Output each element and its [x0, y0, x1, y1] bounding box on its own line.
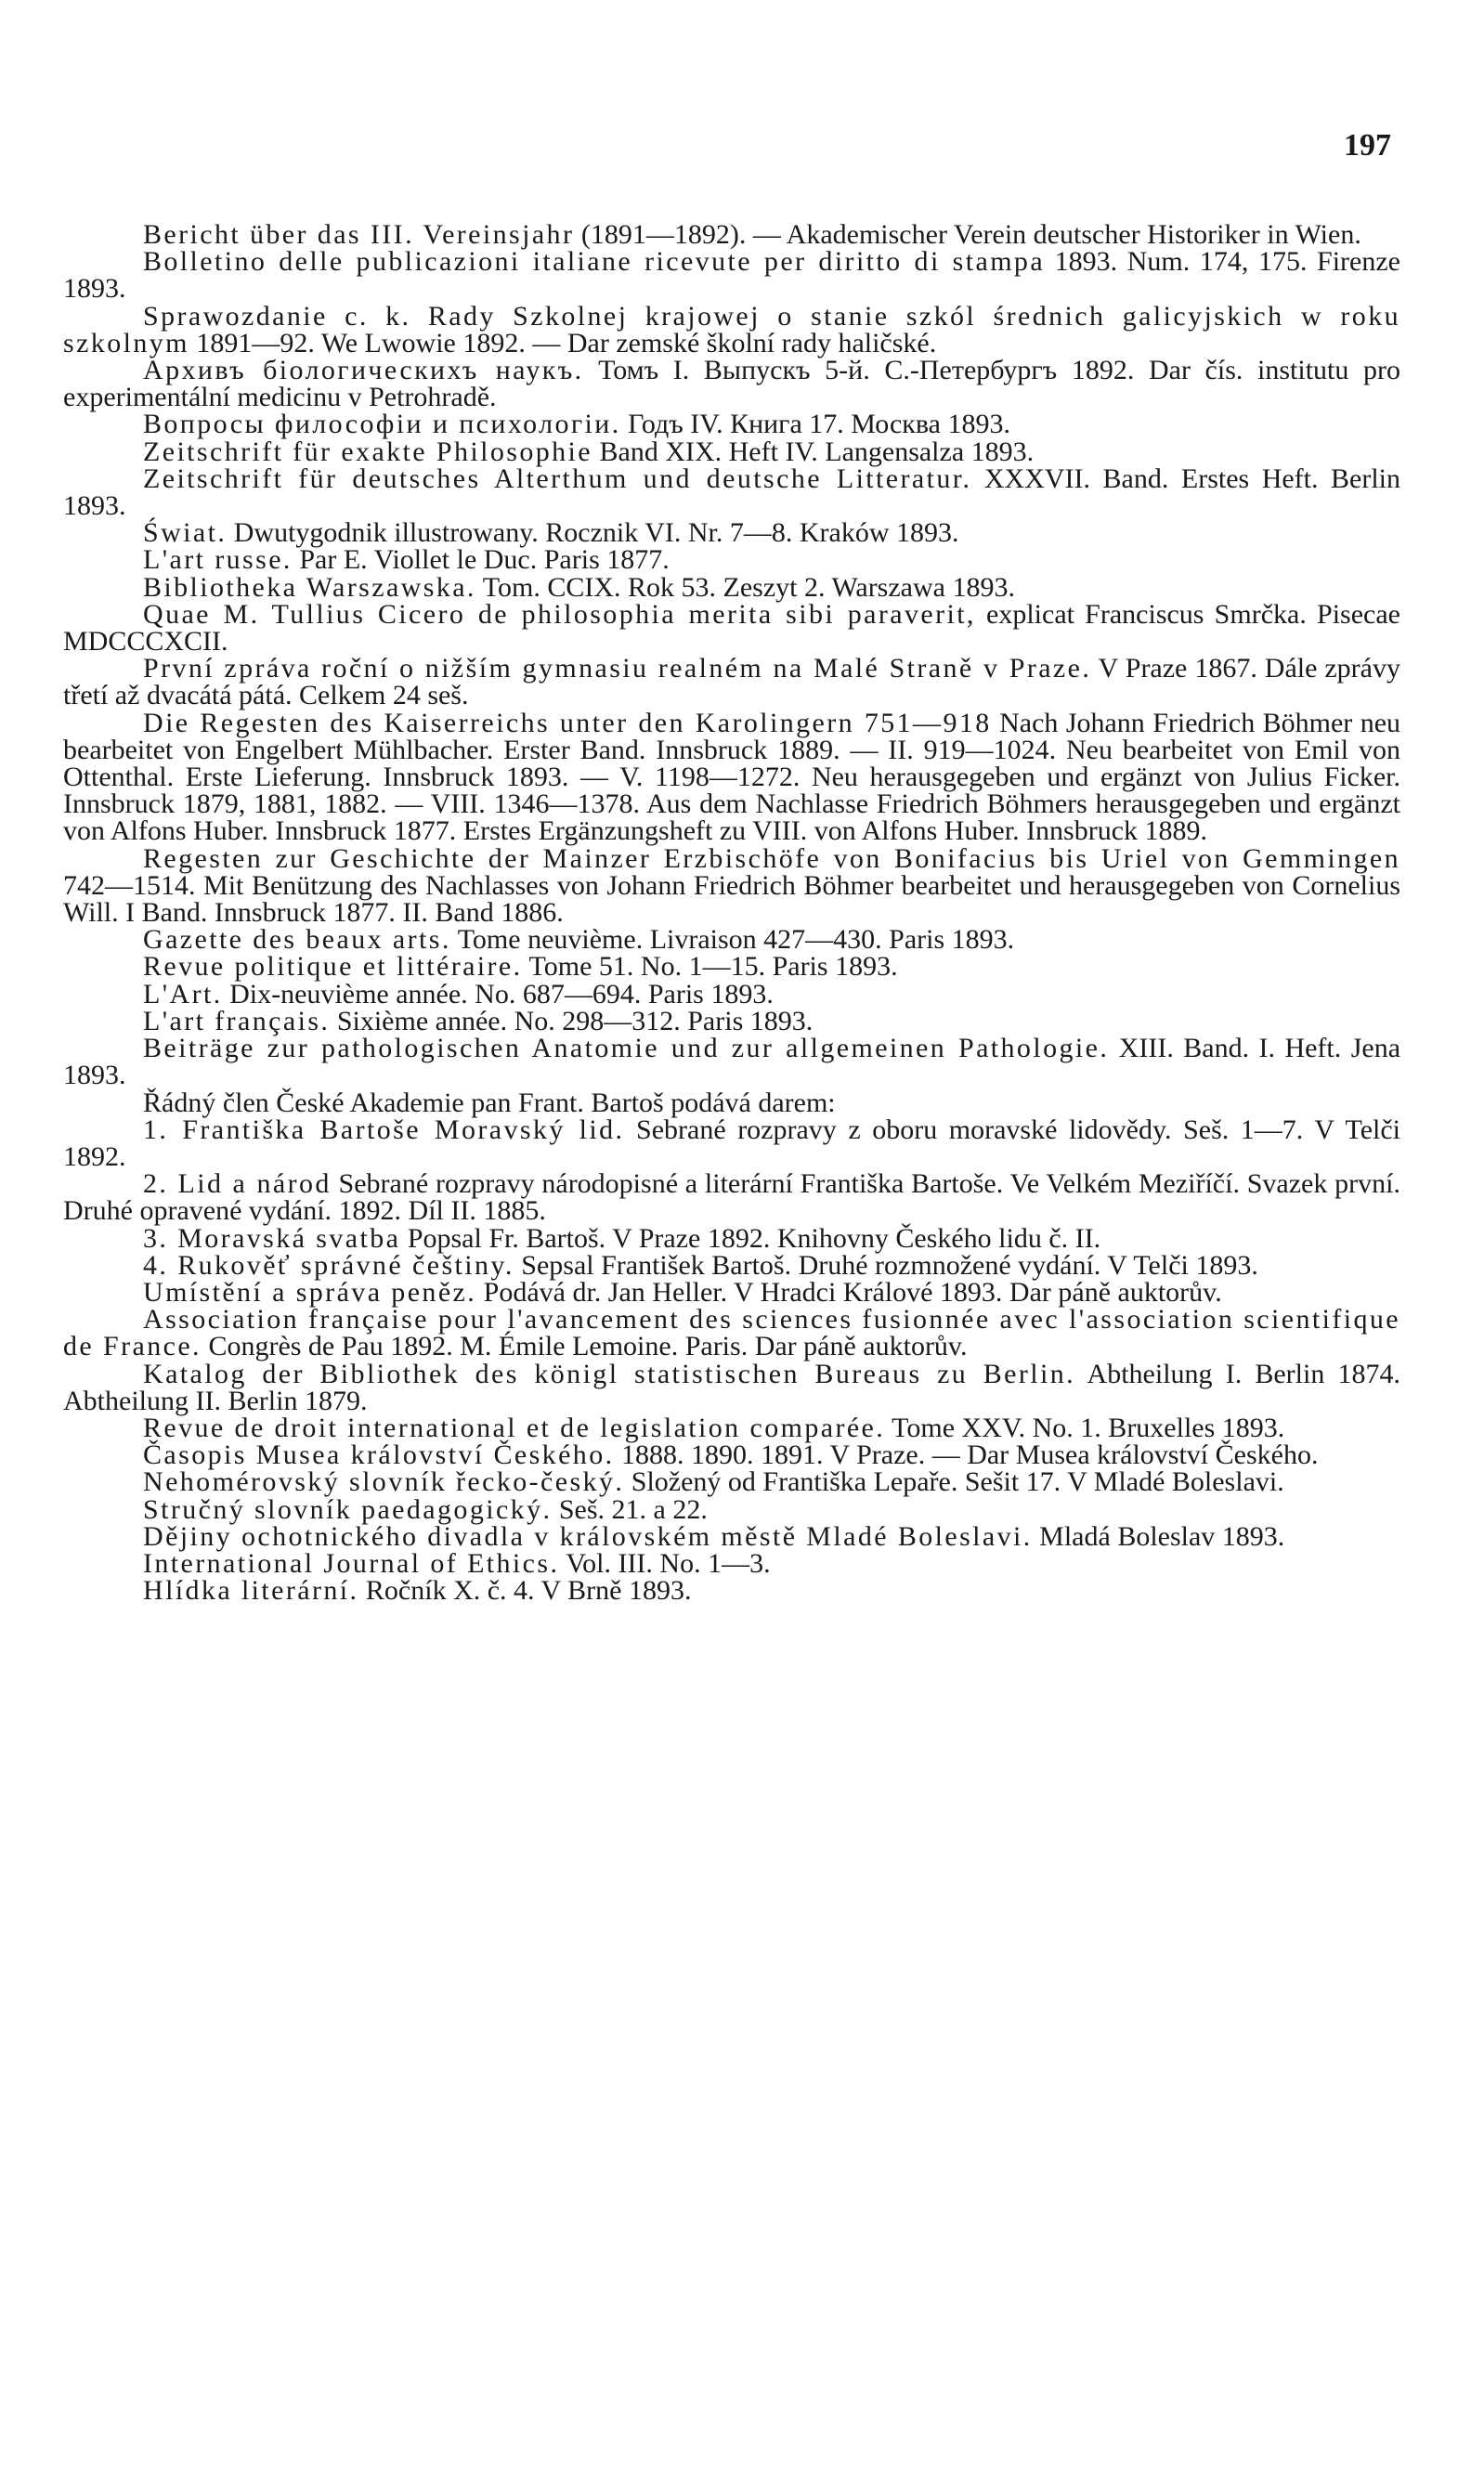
bibliography-entry	[63, 571, 1400, 603]
entry-title: Bibliotheka Warszawska.	[143, 571, 476, 603]
bibliography-entry	[63, 409, 1400, 440]
entry-title: Stručný slovník paedagogický.	[143, 1493, 553, 1525]
bibliography-entry	[63, 1222, 1400, 1254]
entry-title: 2. Lid a národ	[143, 1168, 332, 1200]
entry-details: Vol. III. No. 1—3.	[559, 1547, 771, 1579]
entry-title: Вопросы философіи и психологіи.	[143, 409, 621, 440]
entry-details: V Praze 1867. Dále zprávy třetí až dvacátá pátá. Celkem 24 seš.	[63, 653, 1400, 711]
bibliography-entry	[63, 1276, 1400, 1308]
bibliography-entry	[63, 1116, 1400, 1170]
entry-title: Bericht über das III. Vereinsjahr	[143, 219, 575, 250]
bibliography-entry	[63, 598, 1400, 658]
bibliography-entry	[63, 1089, 1400, 1116]
entry-details: Sepsal František Bartoš. Druhé rozmnožené vydání. V Telči 1893.	[514, 1249, 1258, 1281]
entry-details: Nach Johann Friedrich Böhmer neu bearbeitet von Engelbert Mühlbacher. Erster Band. Innsbruck 1889. — II. 919—1024. Neu bearbeitet von Emil von Ottenthal. Erste Lieferung. Innsbruck 1893. — V. 1198—1272. Neu herausgegeben und ergänzt von Julius Ficker. Innsbruck 1879, 1881, 1882. — VIII. 1346—1378. Aus dem Nachlasse Friedrich Böhmers herausgegeben und ergänzt von Alfons Huber. Innsbruck 1877. Erstes Ergänzungsheft zu VIII. von Alfons Huber. Innsbruck 1889.	[63, 707, 1401, 847]
entry-title: Hlídka literární.	[143, 1575, 359, 1607]
entry-details: Podává dr. Jan Heller. V Hradci Králové 1893. Dar páně auktorův.	[476, 1276, 1222, 1308]
entry-details: Tome XXV. No. 1. Bruxelles 1893.	[885, 1412, 1285, 1443]
entry-details: 1888. 1890. 1891. V Praze. — Dar Musea království Českého.	[614, 1439, 1319, 1471]
entry-title: L'art français.	[143, 1005, 331, 1036]
entry-title: Katalog der Bibliothek des königl statistischen Bureaus zu Berlin.	[143, 1358, 1076, 1389]
bibliography-entry	[63, 951, 1400, 983]
entry-details: 1893. Num. 174, 175. Firenze 1893.	[63, 246, 1400, 305]
bibliography-entry	[63, 517, 1400, 549]
entry-details: XIII. Band. I. Heft. Jena 1893.	[63, 1033, 1401, 1091]
page-number: 197	[1344, 128, 1391, 163]
entry-details: Dwutygodnik illustrowany. Rocznik VI. Nr. 7—8. Kraków 1893.	[227, 517, 959, 549]
entry-details: XXXVII. Band. Erstes Heft. Berlin 1893.	[63, 462, 1401, 522]
entry-title: International Journal of Ethics.	[143, 1547, 560, 1579]
entry-details: Tome neuvième. Livraison 427—430. Paris 1893.	[450, 924, 1015, 956]
entry-details: Mladá Boleslav 1893.	[1032, 1520, 1285, 1552]
entry-title: Świat.	[143, 517, 228, 549]
bibliography-entry	[63, 462, 1401, 522]
bibliography-list	[63, 219, 1401, 1607]
entry-title: Bolletino delle publicazioni italiane ricevute per diritto di stampa	[143, 246, 1046, 278]
entry-title: Časopis Musea království Českého.	[143, 1439, 615, 1471]
bibliography-entry	[63, 1466, 1400, 1498]
entry-title: Revue politique et littéraire.	[143, 951, 523, 983]
entry-title: Zeitschrift für exakte Philosophie	[143, 436, 592, 467]
bibliography-entry	[63, 1493, 1400, 1525]
entry-title: Zeitschrift für deutsches Alterthum und deutsche Litteratur.	[143, 462, 972, 494]
entry-title: Dějiny ochotnického divadla v královském městě Mladé Boleslavi.	[143, 1520, 1033, 1552]
entry-details: explicat Franciscus Smrčka. Pisecae MDCCCXCII.	[63, 598, 1400, 658]
bibliography-entry	[63, 924, 1400, 956]
entry-details: Tome 51. No. 1—15. Paris 1893.	[522, 951, 898, 983]
entry-details: 1891—92. We Lwowie 1892. — Dar zemské školní rady haličské.	[189, 327, 937, 358]
entry-title: 1. Františka Bartoše Moravský lid.	[143, 1114, 625, 1145]
entry-title: Beiträge zur pathologischen Anatomie und zur allgemeinen Pathologie.	[143, 1033, 1110, 1064]
entry-details: Dix-neuvième année. No. 687—694. Paris 1893.	[222, 978, 774, 1010]
bibliography-entry	[63, 1306, 1400, 1360]
entry-details: 742—1514. Mit Benützung des Nachlasses von Johann Friedrich Böhmer bearbeitet und herausgegeben von Cornelius Will. I Band. Innsbruck 1877. II. Band 1886.	[63, 869, 1400, 929]
bibliography-entry	[63, 1547, 1400, 1579]
bibliography-entry	[63, 1033, 1401, 1091]
entry-title: Revue de droit international et de legislation comparée.	[143, 1412, 886, 1443]
entry-title: Die Regesten des Kaiserreichs unter den Karolingern 751—918	[143, 707, 992, 738]
entry-details: Ročník X. č. 4. V Brně 1893.	[358, 1575, 692, 1607]
entry-details: Sixième année. No. 298—312. Paris 1893.	[330, 1005, 814, 1036]
bibliography-entry	[63, 1168, 1400, 1227]
bibliography-entry	[63, 438, 1400, 465]
entry-title: Regesten zur Geschichte der Mainzer Erzbischöfe von Bonifacius bis Uriel von Gemmingen	[143, 842, 1400, 874]
entry-details: (1891—1892). — Akademischer Verein deutscher Historiker in Wien.	[574, 219, 1361, 250]
entry-title: Quae M. Tullius Cicero de philosophia merita sibi paraverit,	[143, 598, 976, 630]
entry-details: Řádný člen České Akademie pan Frant. Bartoš podává darem:	[143, 1087, 836, 1118]
entry-details: Tom. CCIX. Rok 53. Zeszyt 2. Warszawa 1893.	[475, 571, 1015, 603]
entry-details: Sebrané rozpravy národopisné a literární Františka Bartoše. Ve Velkém Meziříčí. Svazek první. Druhé opravené vydání. 1892. Díl II. 1885.	[63, 1168, 1400, 1227]
bibliography-entry	[63, 1439, 1400, 1471]
entry-title: Gazette des beaux arts.	[143, 924, 451, 956]
entry-details: Popsal Fr. Bartoš. V Praze 1892. Knihovny Českého lidu č. II.	[400, 1222, 1101, 1254]
entry-title: Sprawozdanie c. k. Rady Szkolnej krajowej o stanie szkól średnich galicyjskich w roku szkolnym	[63, 300, 1400, 358]
bibliography-entry	[63, 300, 1400, 358]
entry-title: Umístění a správa peněz.	[143, 1276, 477, 1308]
entry-details: Sebrané rozpravy z oboru moravské lidovědy. Seš. 1—7. V Telči 1892.	[63, 1114, 1400, 1172]
bibliography-entry	[63, 544, 1400, 576]
bibliography-entry	[63, 1414, 1400, 1441]
entry-title: Association française pour l'avancement des sciences fusionnée avec l'association scientifique de France.	[63, 1304, 1400, 1362]
entry-details: Годъ IV. Книга 17. Москва 1893.	[620, 409, 1010, 440]
entry-details: Seš. 21. a 22.	[552, 1493, 708, 1525]
entry-details: Složený od Františka Lepaře. Sešit 17. V Mladé Boleslavi.	[624, 1466, 1284, 1498]
bibliography-entry	[63, 355, 1400, 413]
bibliography-entry	[63, 246, 1400, 305]
bibliography-entry	[63, 655, 1400, 709]
entry-title: L'art russe.	[143, 544, 293, 576]
bibliography-entry	[63, 1249, 1400, 1281]
entry-title: Архивъ біологическихъ наукъ.	[143, 355, 584, 386]
bibliography-entry	[63, 221, 1400, 248]
entry-details: Congrès de Pau 1892. M. Émile Lemoine. Paris. Dar páně auktorův.	[201, 1331, 968, 1362]
entry-details: Par E. Viollet le Duc. Paris 1877.	[292, 544, 670, 576]
bibliography-entry	[63, 1575, 1400, 1607]
entry-details: Band XIX. Heft IV. Langensalza 1893.	[592, 436, 1035, 467]
entry-title: 4. Rukověť správné češtiny.	[143, 1249, 514, 1281]
bibliography-entry	[63, 842, 1400, 929]
bibliography-entry	[63, 1005, 1400, 1036]
entry-title: L'Art.	[143, 978, 223, 1010]
entry-details: Abtheilung I. Berlin 1874. Abtheilung II. Berlin 1879.	[63, 1358, 1400, 1416]
bibliography-entry	[63, 1520, 1400, 1552]
bibliography-entry	[63, 1358, 1400, 1416]
entry-title: Nehomérovský slovník řecko-český.	[143, 1466, 625, 1498]
entry-details: Томъ I. Выпускъ 5-й. С.-Петербургъ 1892. Dar čís. institutu pro experimentální medicinu v Petrohradě.	[63, 355, 1400, 413]
entry-title: První zpráva roční o nižším gymnasiu realném na Malé Straně v Praze.	[143, 653, 1092, 684]
bibliography-entry	[63, 978, 1400, 1010]
entry-title: 3. Moravská svatba	[143, 1222, 401, 1254]
bibliography-entry	[63, 707, 1401, 847]
